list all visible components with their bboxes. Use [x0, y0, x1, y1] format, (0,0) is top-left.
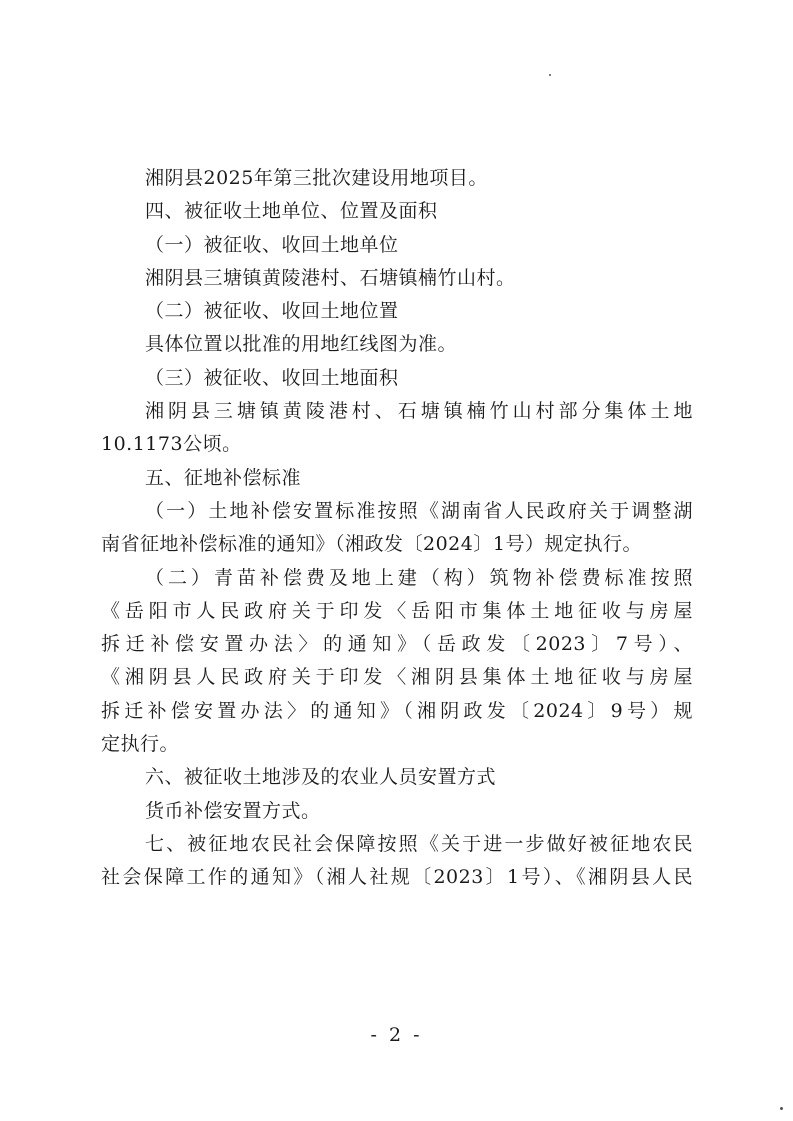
body-line: 湘阴县三塘镇黄陵港村、石塘镇楠竹山村部分集体土地: [145, 400, 693, 423]
section-heading: 四、被征收土地单位、位置及面积: [145, 200, 438, 223]
body-line-continuation: 社会保障工作的通知》（湘人社规〔2023〕1号）、《湘阴县人民: [101, 866, 693, 889]
body-line: 七、被征地农民社会保障按照《关于进一步做好被征地农民: [145, 832, 693, 855]
subsection-heading: （三）被征收、收回土地面积: [145, 366, 399, 389]
scan-speck: [549, 74, 551, 76]
body-line-continuation: 定执行。: [101, 733, 180, 756]
document-body: [101, 162, 693, 895]
body-line-continuation: 10.1173公顷。: [101, 433, 242, 456]
section-heading: 五、征地补偿标准: [145, 466, 302, 489]
body-line-continuation: 南省征地补偿标准的通知》（湘政发〔2024〕1号）规定执行。: [101, 533, 642, 556]
body-line-continuation: 《湘阴县人民政府关于印发〈湘阴县集体土地征收与房屋: [101, 666, 693, 689]
body-line-continuation: 拆迁补偿安置办法〉的通知》（岳政发〔2023〕7号）、: [101, 633, 693, 656]
body-line: 货币补偿安置方式。: [145, 799, 321, 822]
subsection-heading: （二）被征收、收回土地位置: [145, 300, 399, 323]
body-line: 湘阴县三塘镇黄陵港村、石塘镇楠竹山村。: [145, 266, 516, 289]
scan-speck: [780, 1107, 783, 1110]
section-heading: 六、被征收土地涉及的农业人员安置方式: [145, 766, 497, 789]
body-line-continuation: 拆迁补偿安置办法〉的通知》（湘阴政发〔2024〕9号）规: [101, 699, 693, 722]
subsection-heading: （一）被征收、收回土地单位: [145, 233, 399, 256]
body-line: 具体位置以批准的用地红线图为准。: [145, 333, 458, 356]
body-line: （一）土地补偿安置标准按照《湖南省人民政府关于调整湖: [145, 499, 693, 522]
body-line: （二）青苗补偿费及地上建（构）筑物补偿费标准按照: [145, 566, 693, 589]
page-number: - 2 -: [370, 1024, 423, 1046]
body-line: 湘阴县2025年第三批次建设用地项目。: [145, 167, 488, 189]
body-line-continuation: 《岳阳市人民政府关于印发〈岳阳市集体土地征收与房屋: [101, 599, 693, 622]
